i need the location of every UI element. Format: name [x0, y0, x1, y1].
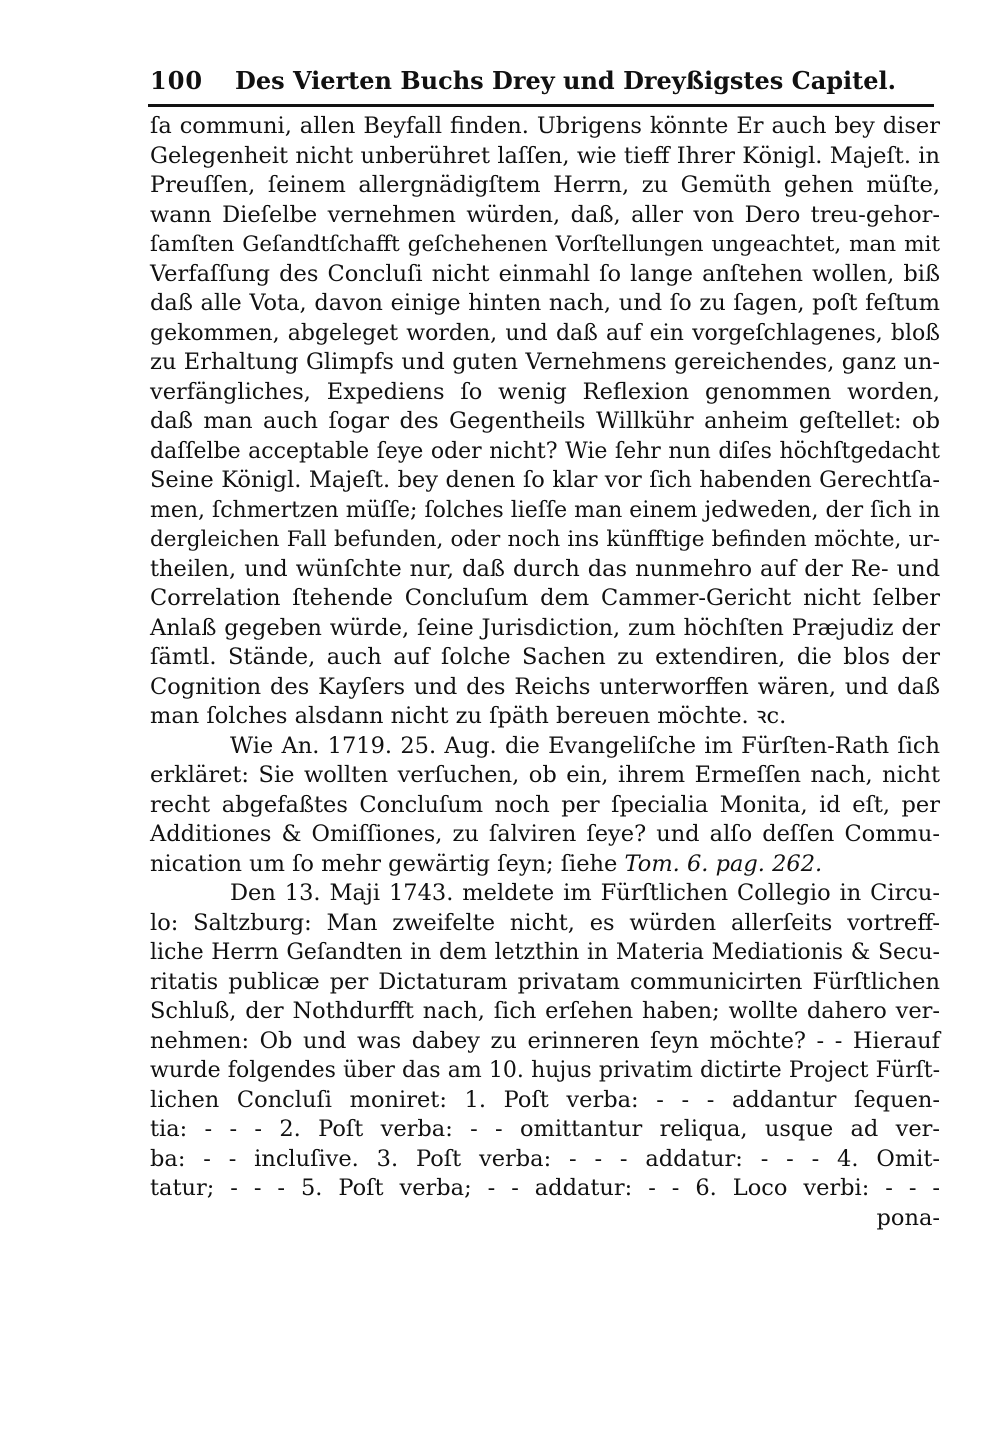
- running-head: Des Vierten Buchs Drey und Dreyßigstes Capitel.: [235, 66, 896, 95]
- text-line: Gelegenheit nicht unberühret laſſen, wie tieff Ihrer Königl. Majeſt. in: [150, 142, 940, 169]
- text-line: ſamſten Geſandtſchafft geſchehenen Vorſtellungen ungeachtet, man mit: [150, 232, 940, 257]
- text-line: liche Herrn Geſandten in dem letzthin in Materia Mediationis & Secu-: [150, 940, 940, 965]
- citation-reference: Tom. 6. pag. 262.: [624, 850, 823, 877]
- text-line: Verfaſſung des Concluſi nicht einmahl ſo lange anſtehen wollen, biß: [150, 260, 940, 287]
- page-number: 100: [150, 66, 204, 95]
- text-line: verfängliches, Expediens ſo wenig Reflexion genommen worden,: [150, 378, 940, 405]
- text-line: ritatis publicæ per Dictaturam privatam communicirten Fürſtlichen: [150, 968, 940, 995]
- paragraph-first-line: Den 13. Maji 1743. meldete im Fürſtlichen Collegio in Circu-: [230, 880, 940, 906]
- text-line: wann Dieſelbe vernehmen würden, daß, aller von Dero treu-gehor-: [150, 201, 940, 228]
- text-line: nehmen: Ob und was dabey zu erinneren ſeyn möchte? - - Hierauf: [150, 1027, 940, 1054]
- text-line: theilen, und wünſchte nur, daß durch das nunmehro auf der Re- und: [150, 555, 940, 582]
- text-line-content: nication um ſo mehr gewärtig ſeyn; ſiehe: [150, 850, 618, 877]
- text-line: zu Erhaltung Glimpfs und guten Vernehmens gereichendes, ganz un-: [150, 349, 940, 375]
- text-line: lichen Concluſi moniret: 1. Poſt verba: - - - addantur ſequen-: [150, 1086, 940, 1113]
- text-line: tia: - - - 2. Poſt verba: - - omittantur reliqua, usque ad ver-: [150, 1116, 940, 1142]
- text-line: ba: - - incluſive. 3. Poſt verba: - - - addatur: - - - 4. Omit-: [150, 1145, 940, 1172]
- catchword: pona-: [876, 1204, 940, 1231]
- text-line: daß man auch ſogar des Gegentheils Willkühr anheim geſtellet: ob: [150, 408, 940, 434]
- text-line: Schluß, der Nothdurfft nach, ſich erſehen haben; wollte dahero ver-: [150, 998, 940, 1024]
- text-line: gekommen, abgeleget worden, und daß auf ein vorgeſchlagenes, bloß: [150, 320, 940, 346]
- text-line: dergleichen Fall befunden, oder noch ins künfftige befinden möchte, ur-: [150, 527, 940, 552]
- header-rule: [148, 104, 934, 107]
- paragraph-first-line: Wie An. 1719. 25. Aug. die Evangeliſche im Fürſten-Rath ſich: [230, 732, 940, 759]
- text-line: daß alle Vota, davon einige hinten nach, und ſo zu ſagen, poſt feſtum: [150, 290, 940, 316]
- text-line: Cognition des Kayſers und des Reichs unterworffen wären, und daß: [150, 673, 940, 700]
- body-text: [150, 112, 940, 1233]
- text-line: tatur; - - - 5. Poſt verba; - - addatur: - - 6. Loco verbi: - - -: [150, 1175, 940, 1201]
- text-line: man ſolches alsdann nicht zu ſpäth bereuen möchte. ꝛc.: [150, 703, 787, 729]
- text-line: lo: Saltzburg: Man zweifelte nicht, es würden allerſeits vortreff-: [150, 909, 940, 936]
- text-line: daſſelbe acceptable ſeye oder nicht? Wie ſehr nun diſes höchſtgedacht: [150, 438, 940, 464]
- text-line: Seine Königl. Majeſt. bey denen ſo klar vor ſich habenden Gerechtſa-: [150, 467, 940, 493]
- text-line: Correlation ſtehende Concluſum dem Cammer-Gericht nicht ſelber: [150, 585, 940, 611]
- text-line: recht abgefaßtes Concluſum noch per ſpecialia Monita, id eſt, per: [150, 791, 940, 818]
- text-line: Anlaß gegeben würde, ſeine Jurisdiction, zum höchſten Præjudiz der: [150, 614, 940, 641]
- text-line: ſa communi, allen Beyfall finden. Ubrigens könnte Er auch bey diser: [150, 113, 940, 139]
- text-line: wurde folgendes über das am 10. hujus privatim dictirte Project Fürſt-: [150, 1058, 940, 1083]
- text-line: Preuſſen, ſeinem allergnädigſtem Herrn, zu Gemüth gehen müſte,: [150, 172, 940, 198]
- text-line: men, ſchmertzen müſſe; ſolches lieſſe man einem jedweden, der ſich in: [150, 497, 940, 523]
- text-line: erkläret: Sie wollten verſuchen, ob ein, ihrem Ermeſſen nach, nicht: [150, 762, 940, 788]
- text-line: Additiones & Omiſſiones, zu ſalviren ſeye? und alſo deſſen Commu-: [150, 821, 940, 847]
- text-line: [150, 850, 940, 880]
- text-line: ſämtl. Stände, auch auf ſolche Sachen zu extendiren, die blos der: [150, 644, 940, 670]
- page-header: [150, 66, 896, 100]
